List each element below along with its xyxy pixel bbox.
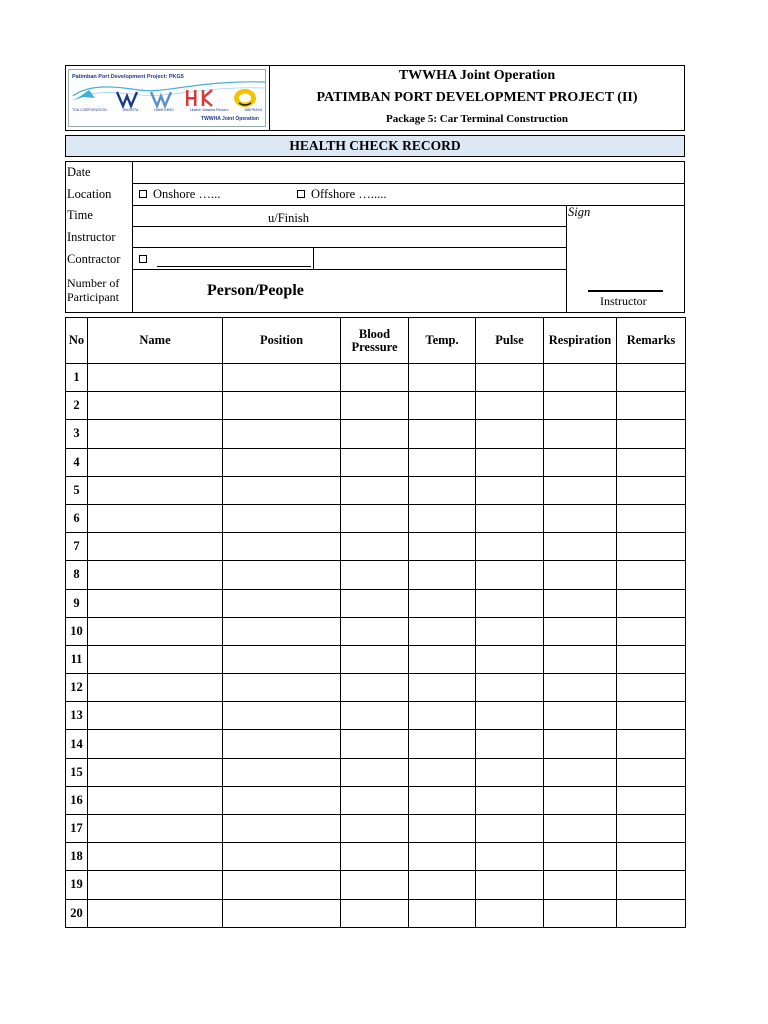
pulse-cell[interactable] bbox=[476, 815, 544, 843]
temp-cell[interactable] bbox=[409, 730, 476, 758]
row-number: 16 bbox=[66, 786, 88, 814]
remarks-cell[interactable] bbox=[617, 504, 686, 532]
position-cell[interactable] bbox=[223, 504, 341, 532]
onshore-option[interactable] bbox=[139, 187, 220, 202]
table-row bbox=[66, 533, 686, 561]
remarks-cell[interactable] bbox=[617, 758, 686, 786]
header-titles bbox=[270, 66, 684, 130]
position-cell[interactable] bbox=[223, 645, 341, 673]
table-row bbox=[66, 448, 686, 476]
row-number: 5 bbox=[66, 476, 88, 504]
pulse-cell[interactable] bbox=[476, 702, 544, 730]
logo-top-text: Patimban Port Development Project: PKG5 bbox=[72, 74, 184, 80]
name-cell[interactable] bbox=[88, 364, 223, 392]
row-number: 4 bbox=[66, 448, 88, 476]
respiration-cell[interactable] bbox=[544, 758, 617, 786]
blood-pressure-cell[interactable] bbox=[341, 448, 409, 476]
partner-toa: TOA CORPORATION bbox=[72, 108, 107, 112]
partner-hamchiru: HAMCHIRU bbox=[154, 108, 174, 112]
position-cell[interactable] bbox=[223, 871, 341, 899]
name-cell[interactable] bbox=[88, 420, 223, 448]
col-respiration: Respiration bbox=[544, 318, 617, 364]
position-cell[interactable] bbox=[223, 533, 341, 561]
row-number: 9 bbox=[66, 589, 88, 617]
temp-cell[interactable] bbox=[409, 420, 476, 448]
form-title: HEALTH CHECK RECORD bbox=[65, 135, 685, 157]
temp-cell[interactable] bbox=[409, 758, 476, 786]
temp-cell[interactable] bbox=[409, 674, 476, 702]
offshore-label: Offshore …..... bbox=[311, 187, 387, 201]
respiration-cell[interactable] bbox=[544, 448, 617, 476]
position-cell[interactable] bbox=[223, 815, 341, 843]
pulse-cell[interactable] bbox=[476, 786, 544, 814]
position-cell[interactable] bbox=[223, 476, 341, 504]
table-row bbox=[66, 758, 686, 786]
respiration-cell[interactable] bbox=[544, 730, 617, 758]
time-field[interactable]: u/Finish bbox=[268, 211, 309, 225]
name-cell[interactable] bbox=[88, 476, 223, 504]
table-row bbox=[66, 843, 686, 871]
remarks-cell[interactable] bbox=[617, 730, 686, 758]
name-cell[interactable] bbox=[88, 617, 223, 645]
row-number: 18 bbox=[66, 843, 88, 871]
contractor-option[interactable] bbox=[139, 252, 153, 267]
location-label: Location bbox=[67, 187, 112, 201]
blood-pressure-cell[interactable] bbox=[341, 617, 409, 645]
pulse-cell[interactable] bbox=[476, 871, 544, 899]
respiration-cell[interactable] bbox=[544, 392, 617, 420]
logo-bottom-text: TWWHA Joint Operation bbox=[201, 116, 259, 122]
respiration-cell[interactable] bbox=[544, 786, 617, 814]
position-cell[interactable] bbox=[223, 843, 341, 871]
temp-cell[interactable] bbox=[409, 561, 476, 589]
position-cell[interactable] bbox=[223, 364, 341, 392]
pulse-cell[interactable] bbox=[476, 533, 544, 561]
date-field[interactable] bbox=[133, 162, 684, 183]
table-body bbox=[66, 364, 686, 928]
name-cell[interactable] bbox=[88, 815, 223, 843]
col-name: Name bbox=[88, 318, 223, 364]
remarks-cell[interactable] bbox=[617, 533, 686, 561]
signature-role: Instructor bbox=[600, 294, 647, 308]
partner-lintech: Lintech Waskita Persero bbox=[189, 108, 229, 112]
participant-unit: Person/People bbox=[207, 282, 304, 299]
table-row bbox=[66, 674, 686, 702]
row-number: 6 bbox=[66, 504, 88, 532]
pulse-cell[interactable] bbox=[476, 504, 544, 532]
position-cell[interactable] bbox=[223, 617, 341, 645]
remarks-cell[interactable] bbox=[617, 420, 686, 448]
respiration-cell[interactable] bbox=[544, 364, 617, 392]
pulse-cell[interactable] bbox=[476, 645, 544, 673]
partner-waskita: WASKITA bbox=[122, 108, 139, 112]
pulse-cell[interactable] bbox=[476, 561, 544, 589]
name-cell[interactable] bbox=[88, 533, 223, 561]
blood-pressure-cell[interactable] bbox=[341, 504, 409, 532]
col-blood-pressure bbox=[341, 318, 409, 364]
remarks-cell[interactable] bbox=[617, 702, 686, 730]
remarks-cell[interactable] bbox=[617, 392, 686, 420]
respiration-cell[interactable] bbox=[544, 476, 617, 504]
row-number: 3 bbox=[66, 420, 88, 448]
name-cell[interactable] bbox=[88, 645, 223, 673]
name-cell[interactable] bbox=[88, 561, 223, 589]
table-row bbox=[66, 786, 686, 814]
sign-label: Sign bbox=[568, 205, 591, 219]
row-number: 2 bbox=[66, 392, 88, 420]
blood-pressure-cell[interactable] bbox=[341, 899, 409, 927]
table-row bbox=[66, 392, 686, 420]
remarks-cell[interactable] bbox=[617, 617, 686, 645]
name-cell[interactable] bbox=[88, 786, 223, 814]
respiration-cell[interactable] bbox=[544, 702, 617, 730]
temp-cell[interactable] bbox=[409, 392, 476, 420]
remarks-cell[interactable] bbox=[617, 843, 686, 871]
respiration-cell[interactable] bbox=[544, 899, 617, 927]
temp-cell[interactable] bbox=[409, 786, 476, 814]
pulse-cell[interactable] bbox=[476, 420, 544, 448]
offshore-checkbox[interactable] bbox=[297, 190, 305, 198]
temp-cell[interactable] bbox=[409, 815, 476, 843]
joint-operation-title: TWWHA Joint Operation bbox=[398, 68, 556, 83]
pulse-cell[interactable] bbox=[476, 476, 544, 504]
remarks-cell[interactable] bbox=[617, 786, 686, 814]
position-cell[interactable] bbox=[223, 730, 341, 758]
blood-pressure-cell[interactable] bbox=[341, 674, 409, 702]
position-cell[interactable] bbox=[223, 448, 341, 476]
blood-pressure-cell[interactable] bbox=[341, 730, 409, 758]
offshore-option[interactable] bbox=[297, 187, 386, 202]
respiration-cell[interactable] bbox=[544, 504, 617, 532]
pulse-cell[interactable] bbox=[476, 899, 544, 927]
name-cell[interactable] bbox=[88, 674, 223, 702]
signature-line[interactable] bbox=[588, 290, 663, 292]
row-number: 15 bbox=[66, 758, 88, 786]
position-cell[interactable] bbox=[223, 899, 341, 927]
blood-pressure-cell[interactable] bbox=[341, 758, 409, 786]
temp-cell[interactable] bbox=[409, 533, 476, 561]
date-label: Date bbox=[67, 165, 91, 179]
respiration-cell[interactable] bbox=[544, 420, 617, 448]
table-row bbox=[66, 420, 686, 448]
name-cell[interactable] bbox=[88, 730, 223, 758]
project-title: PATIMBAN PORT DEVELOPMENT PROJECT (II) bbox=[316, 90, 638, 105]
package-title: Package 5: Car Terminal Construction bbox=[386, 113, 568, 125]
temp-cell[interactable] bbox=[409, 617, 476, 645]
col-position: Position bbox=[223, 318, 341, 364]
pulse-cell[interactable] bbox=[476, 392, 544, 420]
respiration-cell[interactable] bbox=[544, 674, 617, 702]
partner-abipraya: ABIPRAYA bbox=[244, 108, 262, 112]
name-cell[interactable] bbox=[88, 702, 223, 730]
table-header-row bbox=[66, 318, 686, 364]
temp-cell[interactable] bbox=[409, 899, 476, 927]
remarks-cell[interactable] bbox=[617, 871, 686, 899]
pulse-cell[interactable] bbox=[476, 730, 544, 758]
row-number: 10 bbox=[66, 617, 88, 645]
position-cell[interactable] bbox=[223, 758, 341, 786]
health-check-table bbox=[65, 317, 686, 928]
col-remarks: Remarks bbox=[617, 318, 686, 364]
col-no: No bbox=[66, 318, 88, 364]
position-cell[interactable] bbox=[223, 392, 341, 420]
blood-pressure-cell[interactable] bbox=[341, 843, 409, 871]
respiration-cell[interactable] bbox=[544, 617, 617, 645]
table-row bbox=[66, 871, 686, 899]
logo-container bbox=[66, 66, 270, 130]
remarks-cell[interactable] bbox=[617, 645, 686, 673]
blood-pressure-cell[interactable] bbox=[341, 364, 409, 392]
name-cell[interactable] bbox=[88, 504, 223, 532]
respiration-cell[interactable] bbox=[544, 589, 617, 617]
contractor-blank-line[interactable] bbox=[157, 266, 311, 267]
pulse-cell[interactable] bbox=[476, 758, 544, 786]
col-blood-line2: Pressure bbox=[351, 339, 398, 354]
partner-logo bbox=[68, 69, 266, 127]
contractor-checkbox[interactable] bbox=[139, 255, 147, 263]
temp-cell[interactable] bbox=[409, 448, 476, 476]
temp-cell[interactable] bbox=[409, 589, 476, 617]
info-section bbox=[65, 161, 685, 313]
row-number: 20 bbox=[66, 899, 88, 927]
row-number: 1 bbox=[66, 364, 88, 392]
instructor-label: Instructor bbox=[67, 230, 116, 244]
blood-pressure-cell[interactable] bbox=[341, 702, 409, 730]
position-cell[interactable] bbox=[223, 702, 341, 730]
instructor-field[interactable] bbox=[133, 227, 566, 247]
row-number: 14 bbox=[66, 730, 88, 758]
name-cell[interactable] bbox=[88, 871, 223, 899]
row-number: 12 bbox=[66, 674, 88, 702]
name-cell[interactable] bbox=[88, 392, 223, 420]
respiration-cell[interactable] bbox=[544, 815, 617, 843]
position-cell[interactable] bbox=[223, 561, 341, 589]
respiration-cell[interactable] bbox=[544, 561, 617, 589]
table-row bbox=[66, 899, 686, 927]
onshore-checkbox[interactable] bbox=[139, 190, 147, 198]
table-row bbox=[66, 504, 686, 532]
document-header bbox=[65, 65, 685, 131]
blood-pressure-cell[interactable] bbox=[341, 476, 409, 504]
logo-partner-names bbox=[72, 108, 262, 112]
blood-pressure-cell[interactable] bbox=[341, 645, 409, 673]
name-cell[interactable] bbox=[88, 899, 223, 927]
remarks-cell[interactable] bbox=[617, 899, 686, 927]
temp-cell[interactable] bbox=[409, 702, 476, 730]
blood-pressure-cell[interactable] bbox=[341, 871, 409, 899]
remarks-cell[interactable] bbox=[617, 448, 686, 476]
remarks-cell[interactable] bbox=[617, 815, 686, 843]
temp-cell[interactable] bbox=[409, 645, 476, 673]
position-cell[interactable] bbox=[223, 589, 341, 617]
pulse-cell[interactable] bbox=[476, 589, 544, 617]
pulse-cell[interactable] bbox=[476, 674, 544, 702]
blood-pressure-cell[interactable] bbox=[341, 392, 409, 420]
pulse-cell[interactable] bbox=[476, 448, 544, 476]
blood-pressure-cell[interactable] bbox=[341, 815, 409, 843]
pulse-cell[interactable] bbox=[476, 364, 544, 392]
position-cell[interactable] bbox=[223, 420, 341, 448]
participant-label bbox=[67, 276, 119, 304]
name-cell[interactable] bbox=[88, 758, 223, 786]
participant-label-line1: Number of bbox=[67, 276, 120, 290]
respiration-cell[interactable] bbox=[544, 533, 617, 561]
table-row bbox=[66, 364, 686, 392]
row-number: 19 bbox=[66, 871, 88, 899]
table-row bbox=[66, 476, 686, 504]
name-cell[interactable] bbox=[88, 843, 223, 871]
contractor-label: Contractor bbox=[67, 252, 121, 266]
remarks-cell[interactable] bbox=[617, 364, 686, 392]
row-number: 7 bbox=[66, 533, 88, 561]
table-row bbox=[66, 561, 686, 589]
blood-pressure-cell[interactable] bbox=[341, 786, 409, 814]
table-row bbox=[66, 645, 686, 673]
remarks-cell[interactable] bbox=[617, 589, 686, 617]
temp-cell[interactable] bbox=[409, 843, 476, 871]
respiration-cell[interactable] bbox=[544, 843, 617, 871]
temp-cell[interactable] bbox=[409, 504, 476, 532]
position-cell[interactable] bbox=[223, 674, 341, 702]
pulse-cell[interactable] bbox=[476, 843, 544, 871]
table-row bbox=[66, 589, 686, 617]
remarks-cell[interactable] bbox=[617, 476, 686, 504]
respiration-cell[interactable] bbox=[544, 645, 617, 673]
onshore-label: Onshore …... bbox=[153, 187, 221, 201]
col-blood-line1: Blood bbox=[358, 326, 391, 341]
name-cell[interactable] bbox=[88, 448, 223, 476]
col-pulse: Pulse bbox=[476, 318, 544, 364]
blood-pressure-cell[interactable] bbox=[341, 589, 409, 617]
table-row bbox=[66, 730, 686, 758]
row-number: 13 bbox=[66, 702, 88, 730]
contractor-detail-field[interactable] bbox=[314, 248, 566, 269]
position-cell[interactable] bbox=[223, 786, 341, 814]
temp-cell[interactable] bbox=[409, 364, 476, 392]
row-number: 8 bbox=[66, 561, 88, 589]
blood-pressure-cell[interactable] bbox=[341, 533, 409, 561]
time-label: Time bbox=[67, 208, 93, 222]
blood-pressure-cell[interactable] bbox=[341, 561, 409, 589]
temp-cell[interactable] bbox=[409, 871, 476, 899]
row-number: 17 bbox=[66, 815, 88, 843]
table-row bbox=[66, 815, 686, 843]
row-number: 11 bbox=[66, 645, 88, 673]
name-cell[interactable] bbox=[88, 589, 223, 617]
blood-pressure-cell[interactable] bbox=[341, 420, 409, 448]
table-row bbox=[66, 702, 686, 730]
table-row bbox=[66, 617, 686, 645]
col-temp: Temp. bbox=[409, 318, 476, 364]
remarks-cell[interactable] bbox=[617, 674, 686, 702]
temp-cell[interactable] bbox=[409, 476, 476, 504]
participant-label-line2: Participant bbox=[67, 290, 119, 304]
respiration-cell[interactable] bbox=[544, 871, 617, 899]
pulse-cell[interactable] bbox=[476, 617, 544, 645]
remarks-cell[interactable] bbox=[617, 561, 686, 589]
